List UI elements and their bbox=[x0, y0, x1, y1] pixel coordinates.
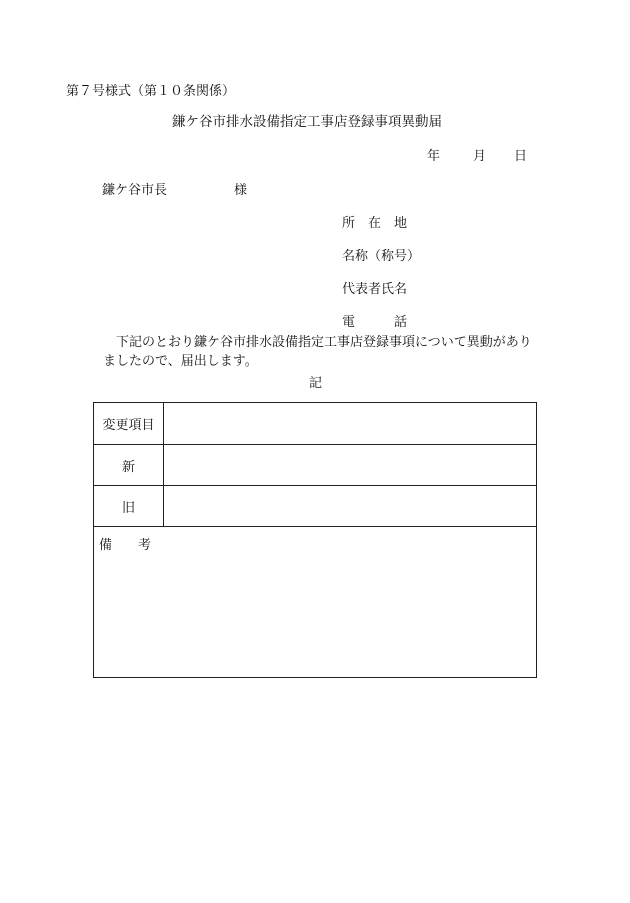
addressee-name: 鎌ケ谷市長 bbox=[102, 183, 168, 198]
body-paragraph: 下記のとおり鎌ケ谷市排水設備指定工事店登録事項について異動がありましたので、届出します。 bbox=[103, 335, 532, 369]
applicant-phone-label: 電 話 bbox=[342, 315, 408, 330]
date-year-label: 年 bbox=[427, 149, 441, 164]
table-row-change-item bbox=[94, 403, 536, 445]
date-month-label: 月 bbox=[473, 149, 487, 164]
form-number: 第７号様式（第１０条関係） bbox=[66, 84, 236, 99]
change-item-field[interactable] bbox=[163, 403, 536, 444]
change-items-table bbox=[93, 402, 537, 678]
addressee-honorific: 様 bbox=[234, 183, 248, 198]
date-day-label: 日 bbox=[514, 149, 528, 164]
document-title: 鎌ケ谷市排水設備指定工事店登録事項異動届 bbox=[172, 114, 442, 130]
applicant-name-label: 名称（称号） bbox=[342, 249, 421, 264]
new-label: 新 bbox=[94, 445, 164, 485]
change-item-label: 変更項目 bbox=[94, 403, 164, 444]
old-field[interactable] bbox=[163, 486, 536, 526]
table-row-new bbox=[94, 445, 536, 486]
new-field[interactable] bbox=[163, 445, 536, 485]
applicant-address-label: 所 在 地 bbox=[342, 216, 408, 231]
old-label: 旧 bbox=[94, 486, 164, 526]
ki-heading: 記 bbox=[309, 376, 323, 391]
applicant-representative-label: 代表者氏名 bbox=[342, 282, 408, 297]
remarks-label: 備 考 bbox=[99, 538, 152, 553]
table-row-old bbox=[94, 486, 536, 527]
